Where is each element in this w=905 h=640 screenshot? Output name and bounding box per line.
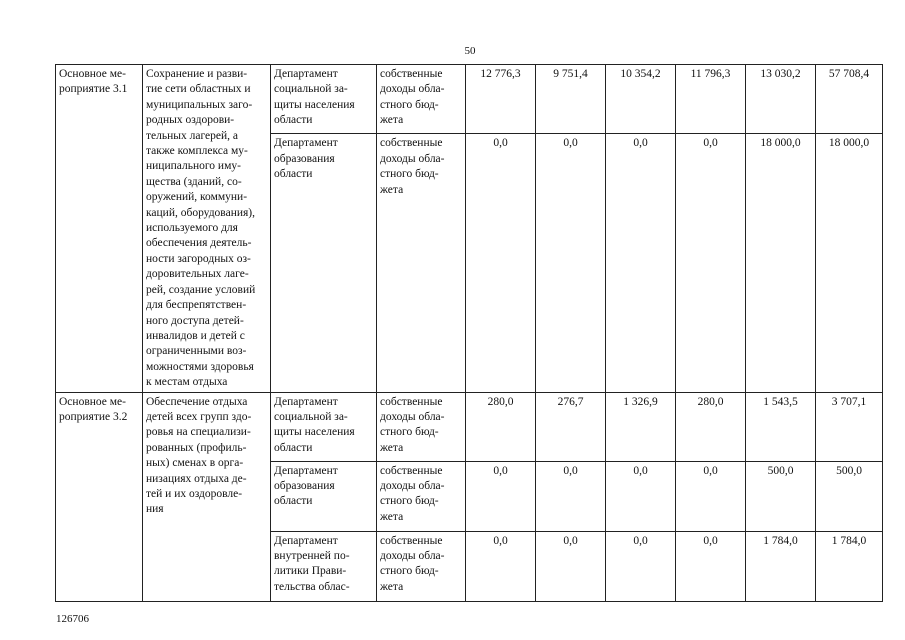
event-title-cell: Обеспечение отдыха детей всех групп здо- ровья на специализи- рованных (профиль- ных) сменах в орга- низациях отдыха де- тей и их оздоровле- ния bbox=[143, 392, 271, 601]
event-title-cell: Сохранение и разви- тие сети областных и муниципальных заго- родных оздорови- тельных лагерей, а также комплекса му- ниципального иму- щества (зданий, со- оружений, коммуни- каций, оборудования), используемого для обеспечения деятель- ности загородных оз- доровительных лаге- рей, создание условий для беспрепятствен- ного доступа детей- инвалидов и детей с ограниченными воз- можностями здоровья к местам отдыха bbox=[143, 65, 271, 393]
value-cell: 0,0 bbox=[466, 461, 536, 531]
total-cell: 1 784,0 bbox=[816, 531, 883, 601]
funding-source-cell: собственные доходы обла- стного бюд- жета bbox=[377, 134, 466, 392]
value-cell: 276,7 bbox=[536, 392, 606, 461]
value-cell: 0,0 bbox=[466, 134, 536, 392]
value-cell: 500,0 bbox=[746, 461, 816, 531]
event-code-cell: Основное ме- роприятие 3.1 bbox=[56, 65, 143, 393]
total-cell: 18 000,0 bbox=[816, 134, 883, 392]
executor-cell: Департамент социальной за- щиты населения области bbox=[271, 65, 377, 134]
table-row bbox=[56, 392, 883, 461]
value-cell: 10 354,2 bbox=[606, 65, 676, 134]
value-cell: 0,0 bbox=[606, 134, 676, 392]
value-cell: 0,0 bbox=[466, 531, 536, 601]
funding-source-cell: собственные доходы обла- стного бюд- жета bbox=[377, 65, 466, 134]
table-row bbox=[56, 65, 883, 134]
funding-source-cell: собственные доходы обла- стного бюд- жета bbox=[377, 392, 466, 461]
page-number: 50 bbox=[464, 45, 476, 57]
value-cell: 1 326,9 bbox=[606, 392, 676, 461]
executor-cell: Департамент внутренней по- литики Прави- тельства облас- bbox=[271, 531, 377, 601]
value-cell: 0,0 bbox=[536, 461, 606, 531]
value-cell: 0,0 bbox=[606, 461, 676, 531]
value-cell: 1 543,5 bbox=[746, 392, 816, 461]
funding-source-cell: собственные доходы обла- стного бюд- жета bbox=[377, 531, 466, 601]
value-cell: 13 030,2 bbox=[746, 65, 816, 134]
total-cell: 3 707,1 bbox=[816, 392, 883, 461]
total-cell: 500,0 bbox=[816, 461, 883, 531]
value-cell: 0,0 bbox=[676, 134, 746, 392]
document-code: 126706 bbox=[56, 613, 89, 625]
value-cell: 1 784,0 bbox=[746, 531, 816, 601]
value-cell: 12 776,3 bbox=[466, 65, 536, 134]
executor-cell: Департамент образования области bbox=[271, 134, 377, 392]
value-cell: 280,0 bbox=[676, 392, 746, 461]
executor-cell: Департамент социальной за- щиты населения области bbox=[271, 392, 377, 461]
value-cell: 0,0 bbox=[676, 531, 746, 601]
value-cell: 0,0 bbox=[676, 461, 746, 531]
executor-cell: Департамент образования области bbox=[271, 461, 377, 531]
value-cell: 9 751,4 bbox=[536, 65, 606, 134]
value-cell: 11 796,3 bbox=[676, 65, 746, 134]
event-code-cell: Основное ме- роприятие 3.2 bbox=[56, 392, 143, 601]
value-cell: 0,0 bbox=[536, 134, 606, 392]
total-cell: 57 708,4 bbox=[816, 65, 883, 134]
value-cell: 0,0 bbox=[606, 531, 676, 601]
funding-source-cell: собственные доходы обла- стного бюд- жета bbox=[377, 461, 466, 531]
value-cell: 280,0 bbox=[466, 392, 536, 461]
budget-table bbox=[55, 64, 883, 602]
value-cell: 18 000,0 bbox=[746, 134, 816, 392]
value-cell: 0,0 bbox=[536, 531, 606, 601]
